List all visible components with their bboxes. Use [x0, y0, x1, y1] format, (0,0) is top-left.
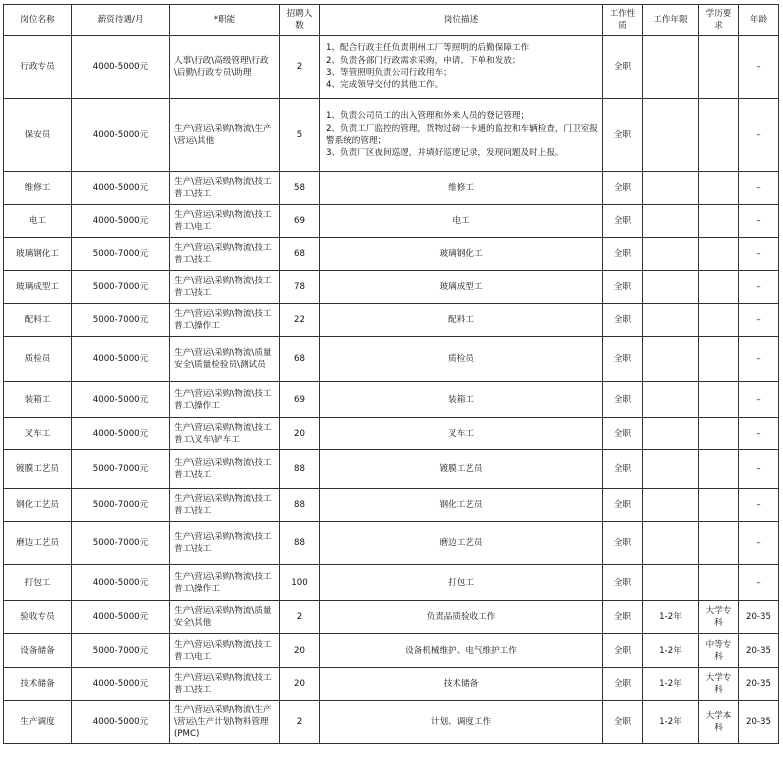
cell-description: 配料工: [320, 304, 603, 337]
cell-salary: 5000-7000元: [72, 634, 170, 668]
cell-job-type: 全职: [603, 701, 643, 744]
cell-years: [643, 36, 699, 99]
cell-count: 5: [280, 99, 320, 172]
cell-description: 钢化工艺员: [320, 489, 603, 522]
cell-count: 58: [280, 172, 320, 205]
cell-function: 生产\营运\采购\物流\技工普工\技工: [170, 522, 280, 565]
table-row: [4, 99, 779, 172]
cell-job-name: 钢化工艺员: [4, 489, 72, 522]
cell-education: [699, 382, 739, 418]
header-education: 学历要求: [699, 5, 739, 36]
cell-description: 玻璃钢化工: [320, 238, 603, 271]
cell-count: 20: [280, 634, 320, 668]
cell-years: [643, 382, 699, 418]
cell-salary: 4000-5000元: [72, 418, 170, 450]
cell-salary: 4000-5000元: [72, 701, 170, 744]
cell-salary: 4000-5000元: [72, 601, 170, 634]
cell-salary: 4000-5000元: [72, 565, 170, 601]
cell-function: 生产\营运\采购\物流\技工普工\技工: [170, 450, 280, 489]
cell-count: 88: [280, 450, 320, 489]
cell-salary: 5000-7000元: [72, 450, 170, 489]
cell-salary: 5000-7000元: [72, 238, 170, 271]
cell-count: 68: [280, 337, 320, 382]
cell-years: 1-2年: [643, 634, 699, 668]
description-item: 1、负责公司员工的出入管理和外来人员的登记管理；: [326, 111, 530, 122]
cell-function: 生产\营运\采购\物流\技工普工\操作工: [170, 565, 280, 601]
cell-description: 磨边工艺员: [320, 522, 603, 565]
cell-age: 20-35: [739, 668, 779, 701]
table-row: [4, 36, 779, 99]
cell-description: 叉车工: [320, 418, 603, 450]
cell-job-name: 玻璃成型工: [4, 271, 72, 304]
table-row: [4, 565, 779, 601]
cell-job-type: 全职: [603, 489, 643, 522]
cell-function: 生产\营运\采购\物流\生产\营运\生产计划\物料管理(PMC): [170, 701, 280, 744]
cell-education: [699, 418, 739, 450]
cell-job-name: 镀膜工艺员: [4, 450, 72, 489]
recruitment-table: [3, 4, 779, 744]
cell-job-name: 电工: [4, 205, 72, 238]
cell-count: 69: [280, 382, 320, 418]
table-body: [4, 36, 779, 744]
cell-count: 100: [280, 565, 320, 601]
cell-function: 生产\营运\采购\物流\技工普工\电工: [170, 205, 280, 238]
description-list: [326, 110, 599, 160]
cell-age: –: [739, 418, 779, 450]
cell-description: 镀膜工艺员: [320, 450, 603, 489]
cell-job-name: 配料工: [4, 304, 72, 337]
cell-job-name: 打包工: [4, 565, 72, 601]
table-row: [4, 522, 779, 565]
cell-years: [643, 337, 699, 382]
cell-job-type: 全职: [603, 382, 643, 418]
table-row: [4, 238, 779, 271]
cell-age: –: [739, 565, 779, 601]
cell-job-name: 技术储备: [4, 668, 72, 701]
cell-age: –: [739, 304, 779, 337]
table-row: [4, 701, 779, 744]
cell-salary: 5000-7000元: [72, 489, 170, 522]
table-row: [4, 601, 779, 634]
cell-job-name: 保安员: [4, 99, 72, 172]
cell-job-name: 设备储备: [4, 634, 72, 668]
cell-age: –: [739, 337, 779, 382]
cell-job-name: 维修工: [4, 172, 72, 205]
cell-age: –: [739, 36, 779, 99]
cell-count: 88: [280, 489, 320, 522]
cell-job-type: 全职: [603, 271, 643, 304]
cell-age: –: [739, 489, 779, 522]
cell-education: [699, 337, 739, 382]
cell-job-name: 验收专员: [4, 601, 72, 634]
cell-years: [643, 205, 699, 238]
cell-count: 68: [280, 238, 320, 271]
table-row: [4, 382, 779, 418]
cell-count: 20: [280, 668, 320, 701]
cell-description: 玻璃成型工: [320, 271, 603, 304]
cell-age: –: [739, 271, 779, 304]
cell-function: 生产\营运\采购\物流\质量安全\其他: [170, 601, 280, 634]
cell-function: 生产\营运\采购\物流\技工普工\叉车\铲车工: [170, 418, 280, 450]
cell-years: [643, 565, 699, 601]
header-function: *职能: [170, 5, 280, 36]
cell-age: –: [739, 205, 779, 238]
cell-education: 大学本科: [699, 701, 739, 744]
cell-salary: 4000-5000元: [72, 172, 170, 205]
cell-function: 生产\营运\采购\物流\技工普工\技工: [170, 271, 280, 304]
cell-education: [699, 522, 739, 565]
cell-function: 生产\营运\采购\物流\技工普工\电工: [170, 634, 280, 668]
cell-job-name: 叉车工: [4, 418, 72, 450]
cell-education: [699, 172, 739, 205]
cell-description: 质检员: [320, 337, 603, 382]
cell-education: [699, 36, 739, 99]
cell-description: 装箱工: [320, 382, 603, 418]
cell-job-type: 全职: [603, 522, 643, 565]
cell-education: [699, 304, 739, 337]
cell-function: 生产\营运\采购\物流\技工普工\技工: [170, 172, 280, 205]
cell-years: [643, 271, 699, 304]
cell-years: [643, 172, 699, 205]
table-row: [4, 450, 779, 489]
cell-education: [699, 99, 739, 172]
cell-salary: 4000-5000元: [72, 382, 170, 418]
header-salary: 薪资待遇/月: [72, 5, 170, 36]
cell-salary: 4000-5000元: [72, 99, 170, 172]
cell-age: –: [739, 450, 779, 489]
cell-education: 大学专科: [699, 668, 739, 701]
cell-years: [643, 304, 699, 337]
description-list: [326, 42, 599, 92]
cell-years: 1-2年: [643, 601, 699, 634]
cell-education: [699, 450, 739, 489]
cell-description: [320, 99, 603, 172]
description-item: 4、完成领导交付的其他工作。: [326, 80, 444, 91]
cell-count: 2: [280, 36, 320, 99]
cell-count: 2: [280, 701, 320, 744]
cell-job-name: 玻璃钢化工: [4, 238, 72, 271]
table-row: [4, 489, 779, 522]
cell-count: 88: [280, 522, 320, 565]
cell-education: [699, 271, 739, 304]
cell-education: [699, 489, 739, 522]
cell-function: 生产\营运\采购\物流\技工普工\操作工: [170, 304, 280, 337]
cell-job-type: 全职: [603, 99, 643, 172]
header-count: 招聘人数: [280, 5, 320, 36]
cell-function: 生产\营运\采购\物流\技工普工\技工: [170, 668, 280, 701]
header-description: 岗位描述: [320, 5, 603, 36]
cell-description: [320, 36, 603, 99]
cell-age: –: [739, 238, 779, 271]
table-row: [4, 337, 779, 382]
cell-years: 1-2年: [643, 668, 699, 701]
cell-description: 电工: [320, 205, 603, 238]
header-row: [4, 5, 779, 36]
cell-job-type: 全职: [603, 450, 643, 489]
cell-job-type: 全职: [603, 634, 643, 668]
description-item: 3、等管照明负责公司行政用车；: [326, 68, 452, 78]
cell-job-type: 全职: [603, 668, 643, 701]
cell-years: [643, 238, 699, 271]
cell-description: 打包工: [320, 565, 603, 601]
cell-job-type: 全职: [603, 36, 643, 99]
description-item: 3、负责厂区夜间巡逻，并填好巡逻记录，发现问题及时上报。: [326, 148, 564, 159]
description-item: 1、配合行政主任负责荆州工厂等照明的后勤保障工作: [326, 43, 530, 54]
cell-function: 生产\营运\采购\物流\技工普工\操作工: [170, 382, 280, 418]
cell-years: [643, 450, 699, 489]
header-name: 岗位名称: [4, 5, 72, 36]
cell-years: [643, 489, 699, 522]
cell-count: 69: [280, 205, 320, 238]
cell-function: 生产\营运\采购\物流\质量安全\质量检验员\测试员: [170, 337, 280, 382]
cell-years: 1-2年: [643, 701, 699, 744]
table-row: [4, 304, 779, 337]
cell-count: 78: [280, 271, 320, 304]
cell-years: [643, 99, 699, 172]
cell-age: –: [739, 99, 779, 172]
cell-function: 生产\营运\采购\物流\技工普工\技工: [170, 238, 280, 271]
cell-salary: 5000-7000元: [72, 522, 170, 565]
header-age: 年龄: [739, 5, 779, 36]
cell-age: 20-35: [739, 701, 779, 744]
cell-count: 2: [280, 601, 320, 634]
cell-years: [643, 522, 699, 565]
description-item: 2、负责工厂监控的管理，货物过磅一卡通的监控和车辆检查，门卫室报警系统的管理；: [326, 123, 598, 146]
table-row: [4, 172, 779, 205]
cell-age: 20-35: [739, 601, 779, 634]
cell-count: 22: [280, 304, 320, 337]
cell-years: [643, 418, 699, 450]
cell-description: 负责品质验收工作: [320, 601, 603, 634]
cell-count: 20: [280, 418, 320, 450]
table-row: [4, 668, 779, 701]
table-row: [4, 418, 779, 450]
cell-job-type: 全职: [603, 205, 643, 238]
cell-function: 生产\营运\采购\物流\生产\营运\其他: [170, 99, 280, 172]
cell-job-type: 全职: [603, 238, 643, 271]
cell-description: 技术储备: [320, 668, 603, 701]
table-row: [4, 634, 779, 668]
cell-education: [699, 205, 739, 238]
cell-description: 设备机械维护、电气维护工作: [320, 634, 603, 668]
cell-job-name: 装箱工: [4, 382, 72, 418]
cell-age: –: [739, 522, 779, 565]
header-years: 工作年限: [643, 5, 699, 36]
cell-job-name: 行政专员: [4, 36, 72, 99]
cell-education: 中等专科: [699, 634, 739, 668]
cell-education: [699, 238, 739, 271]
description-item: 2、负责各部门行政需求采购，申请、下单和发放；: [326, 55, 521, 66]
cell-salary: 5000-7000元: [72, 271, 170, 304]
cell-age: 20-35: [739, 634, 779, 668]
table-row: [4, 271, 779, 304]
cell-salary: 5000-7000元: [72, 304, 170, 337]
cell-job-name: 磨边工艺员: [4, 522, 72, 565]
cell-salary: 4000-5000元: [72, 668, 170, 701]
cell-salary: 4000-5000元: [72, 337, 170, 382]
cell-job-type: 全职: [603, 337, 643, 382]
cell-age: –: [739, 382, 779, 418]
cell-job-name: 质检员: [4, 337, 72, 382]
header-job-type: 工作性质: [603, 5, 643, 36]
cell-education: [699, 565, 739, 601]
cell-description: 计划、调度工作: [320, 701, 603, 744]
cell-function: 人事\行政\高级管理\行政\后勤\行政专员\助理: [170, 36, 280, 99]
cell-age: –: [739, 172, 779, 205]
cell-job-type: 全职: [603, 172, 643, 205]
cell-salary: 4000-5000元: [72, 205, 170, 238]
cell-job-type: 全职: [603, 601, 643, 634]
table-row: [4, 205, 779, 238]
cell-salary: 4000-5000元: [72, 36, 170, 99]
cell-education: 大学专科: [699, 601, 739, 634]
cell-description: 维修工: [320, 172, 603, 205]
cell-job-type: 全职: [603, 565, 643, 601]
cell-job-type: 全职: [603, 304, 643, 337]
cell-job-type: 全职: [603, 418, 643, 450]
cell-function: 生产\营运\采购\物流\技工普工\技工: [170, 489, 280, 522]
cell-job-name: 生产调度: [4, 701, 72, 744]
